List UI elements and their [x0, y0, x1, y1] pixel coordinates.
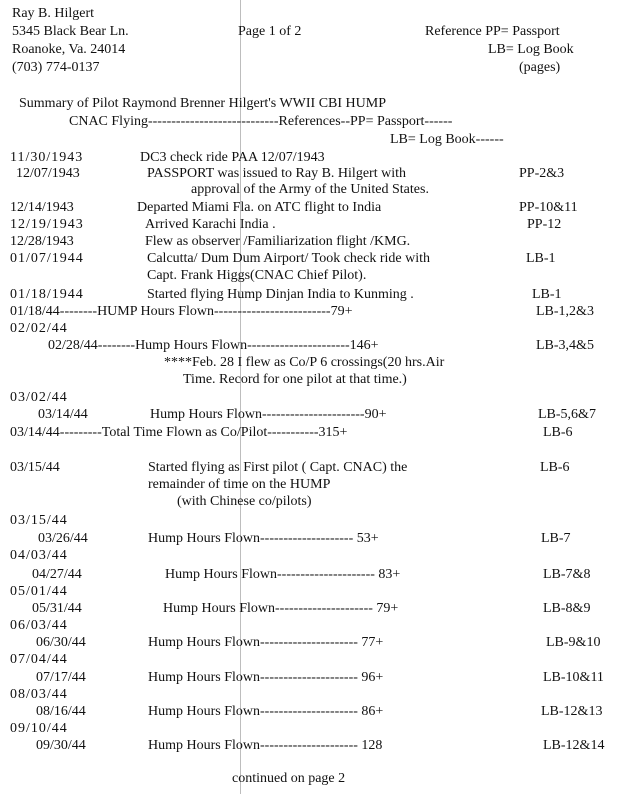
header-street: 5345 Black Bear Ln.	[12, 24, 129, 39]
entry-text: Hump Hours Flown--------------------- 83+	[165, 567, 401, 582]
entry-text: Hump Hours Flown--------------------- 96+	[148, 670, 384, 685]
entry-text: Hump Hours Flown--------------------- 86+	[148, 704, 384, 719]
entry-date: 03/02/44	[10, 390, 68, 405]
entry-text: Started flying as First pilot ( Capt. CNAC) the	[148, 460, 408, 475]
entry-date: 06/30/44	[36, 635, 86, 650]
entry-reference: PP-10&11	[519, 200, 578, 215]
entry-text: Hump Hours Flown--------------------- 77+	[148, 635, 384, 650]
entry-reference: LB-7&8	[543, 567, 591, 582]
entry-text: Capt. Frank Higgs(CNAC Chief Pilot).	[147, 268, 367, 283]
entry-date: 09/30/44	[36, 738, 86, 753]
entry-date: 12/07/1943	[16, 166, 80, 181]
entry-date: 07/17/44	[36, 670, 86, 685]
entry-date: 04/03/44	[10, 548, 68, 563]
title-line-3: LB= Log Book------	[390, 132, 504, 147]
entry-date: 08/16/44	[36, 704, 86, 719]
entry-text: Hump Hours Flown--------------------- 128	[148, 738, 383, 753]
entry-date: 07/04/44	[10, 652, 68, 667]
entry-reference: LB-1	[532, 287, 562, 302]
entry-date: 03/15/44	[10, 513, 68, 528]
entry-reference: LB-5,6&7	[538, 407, 596, 422]
entry-reference: LB-1,2&3	[536, 304, 594, 319]
header-name: Ray B. Hilgert	[12, 6, 95, 21]
entry-reference: LB-1	[526, 251, 556, 266]
entry-reference: LB-3,4&5	[536, 338, 594, 353]
continued-note: continued on page 2	[232, 771, 346, 786]
entry-reference: LB-6	[540, 460, 570, 475]
reference-line-1: Reference PP= Passport	[425, 24, 560, 39]
entry-date: 03/14/44---------Total Time Flown as Co/Pilot-----------315+	[10, 425, 348, 440]
entry-date: 05/01/44	[10, 584, 68, 599]
entry-date: 05/31/44	[32, 601, 82, 616]
entry-date: 01/18/44--------HUMP Hours Flown-------------------------79+	[10, 304, 353, 319]
entry-date: 12/14/1943	[10, 200, 74, 215]
entry-date: 03/14/44	[38, 407, 88, 422]
entry-date: 06/03/44	[10, 618, 68, 633]
entry-text: Flew as observer /Familiarization flight /KMG.	[145, 234, 411, 249]
entry-reference: LB-10&11	[543, 670, 604, 685]
entry-text: Started flying Hump Dinjan India to Kunming .	[147, 287, 414, 302]
entry-text: Time. Record for one pilot at that time.)	[183, 372, 407, 387]
header-city: Roanoke, Va. 24014	[12, 42, 126, 57]
entry-date: 02/02/44	[10, 321, 68, 336]
entry-date: 02/28/44--------Hump Hours Flown----------------------146+	[48, 338, 379, 353]
entry-date: 09/10/44	[10, 721, 68, 736]
entry-date: 12/19/1943	[10, 217, 84, 232]
page-number: Page 1 of 2	[238, 24, 302, 39]
entry-text: Departed Miami Fla. on ATC flight to India	[137, 200, 382, 215]
entry-date: 03/26/44	[38, 531, 88, 546]
entry-reference: LB-9&10	[546, 635, 601, 650]
reference-line-3: (pages)	[519, 60, 561, 75]
title-line-2: CNAC Flying----------------------------References--PP= Passport------	[69, 114, 453, 129]
entry-text: (with Chinese co/pilots)	[177, 494, 312, 509]
entry-reference: PP-2&3	[519, 166, 565, 181]
title-line-1: Summary of Pilot Raymond Brenner Hilgert's WWII CBI HUMP	[19, 96, 387, 111]
entry-date: 08/03/44	[10, 687, 68, 702]
entry-text: Hump Hours Flown-------------------- 53+	[148, 531, 379, 546]
entry-reference: LB-12&14	[543, 738, 605, 753]
entry-date: 04/27/44	[32, 567, 82, 582]
entry-date: 11/30/1943	[10, 150, 84, 165]
entry-text: Arrived Karachi India .	[145, 217, 276, 232]
entry-reference: LB-8&9	[543, 601, 591, 616]
entry-text: PASSPORT was issued to Ray B. Hilgert with	[147, 166, 406, 181]
reference-line-2: LB= Log Book	[488, 42, 574, 57]
entry-date: 12/28/1943	[10, 234, 74, 249]
entry-date: 01/18/1944	[10, 287, 84, 302]
entry-date: 01/07/1944	[10, 251, 84, 266]
header-phone: (703) 774-0137	[12, 60, 100, 75]
entry-reference: LB-12&13	[541, 704, 603, 719]
entry-text: ****Feb. 28 I flew as Co/P 6 crossings(20 hrs.Air	[164, 355, 445, 370]
entry-reference: LB-6	[543, 425, 573, 440]
entry-date: 03/15/44	[10, 460, 60, 475]
entry-text: DC3 check ride PAA 12/07/1943	[140, 150, 325, 165]
entry-text: approval of the Army of the United States.	[191, 182, 429, 197]
entry-reference: PP-12	[527, 217, 562, 232]
entry-text: Calcutta/ Dum Dum Airport/ Took check ride with	[147, 251, 430, 266]
entry-text: Hump Hours Flown----------------------90+	[150, 407, 387, 422]
entry-text: Hump Hours Flown--------------------- 79+	[163, 601, 399, 616]
entry-reference: LB-7	[541, 531, 571, 546]
entry-text: remainder of time on the HUMP	[148, 477, 331, 492]
